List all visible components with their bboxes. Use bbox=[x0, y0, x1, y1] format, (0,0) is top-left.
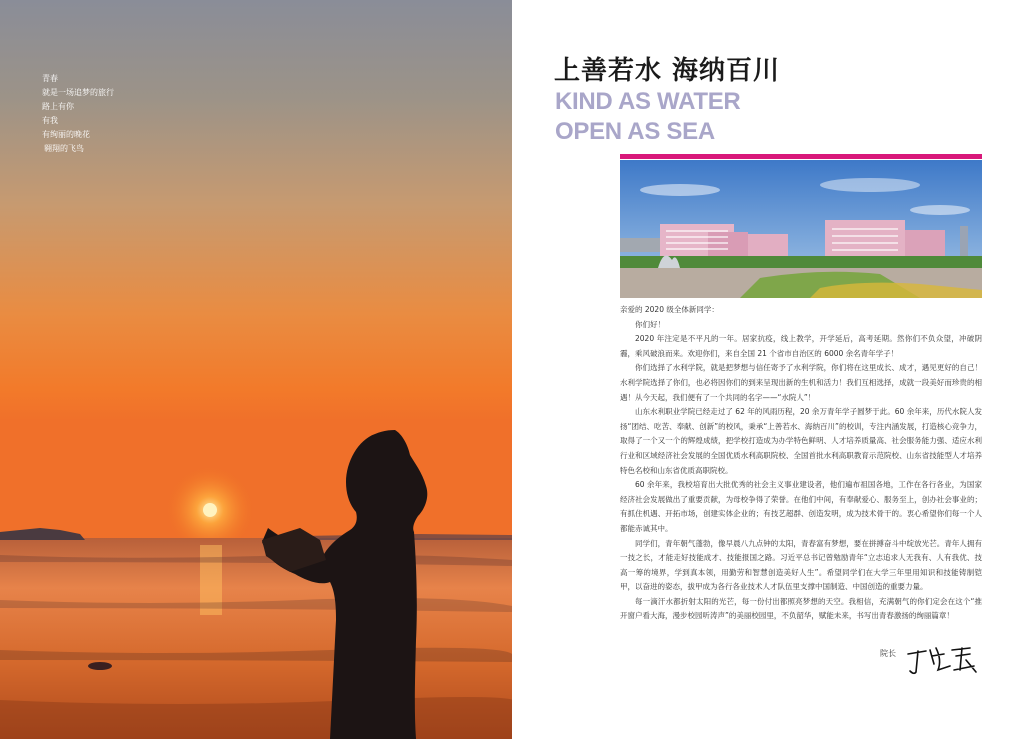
letter-page bbox=[512, 0, 1024, 739]
poem-line: 有绚丽的晚花 bbox=[42, 130, 90, 139]
letter-greeting: 你们好！ bbox=[635, 319, 665, 329]
letter-paragraph: 你们选择了水利学院，就是把梦想与信任寄予了水利学院，你们将在这里成长、成才，遇见更好的自己！水利学院选择了你们，也必将因你们的到来呈现出新的生机和活力！我们互相选择，成就一段美好而珍贵的相遇！从今天起，我们便有了一个共同的名字——“水院人”！ bbox=[620, 363, 982, 402]
poem-line: 青春 bbox=[42, 74, 58, 83]
sun bbox=[203, 503, 217, 517]
poem-line: 翱翔的飞鸟 bbox=[44, 144, 84, 153]
handwritten-signature bbox=[904, 642, 984, 676]
poem-line: 有我 bbox=[42, 116, 58, 125]
letter-salutation: 亲爱的 2020 级全体新同学： bbox=[620, 305, 719, 314]
letter-paragraph: 每一滴汗水都折射太阳的光芒，每一份付出都照亮梦想的天空。我相信，充满朝气的你们定会在这个“推开窗户看大海，漫步校园听涛声”的美丽校园里，不负韶华，赋能未来，书写出青春激扬的绚丽篇章！ bbox=[620, 596, 982, 621]
letter-paragraph: 60 余年来，我校培育出大批优秀的社会主义事业建设者，他们遍布祖国各地，工作在各行各业，为国家经济社会发展做出了重要贡献，为母校争得了荣誉。在他们中间，有奉献爱心、服务至上，创办社会事业的；有抓住机遇、开拓市场，创建实体企业的；有技艺超群、创造发明，成为技术骨干的。衷心希望你们每一个人都能赤诚其中。 bbox=[620, 480, 982, 533]
motto-title-english-line1: KIND AS WATER bbox=[555, 88, 741, 115]
motto-title-english-line2: OPEN AS SEA bbox=[555, 118, 715, 145]
signer-title: 院长 bbox=[880, 649, 896, 658]
letter-paragraph: 2020 年注定是不平凡的一年。居家抗疫，线上教学，开学延后，高考延期。然你们不负众望，冲破阴霾，乘风破浪而来。欢迎你们，来自全国 21 个省市自治区的 6000 余名青年学子！ bbox=[620, 334, 982, 358]
welcome-letter bbox=[620, 303, 982, 624]
letter-paragraph: 山东水利职业学院已经走过了 62 年的风雨历程，20 余万青年学子圆梦于此。60 余年来，历代水院人发扬“团结、吃苦、奉献、创新”的校风，秉承“上善若水、海纳百川”的校训，专注内涵发展，打造核心竞争力，取得了一个又一个的辉煌成绩，把学校打造成为办学特色鲜明、人才培养质量高、社会服务能力强、适应水利行业和区域经济社会发展的全国优质水利高职院校、全国首批水利高职教育示范院校、山东省技能型人才培养特色名校和山东省优质高职院校。 bbox=[620, 407, 982, 475]
poem bbox=[42, 72, 114, 156]
campus-illustration bbox=[620, 160, 982, 298]
letter-paragraph: 同学们，青年朝气蓬勃，像早晨八九点钟的太阳，青春富有梦想，要在拼搏奋斗中绽放光芒。青年人拥有一技之长，才能走好技能成才、技能报国之路。习近平总书记曾勉励青年“立志追求人无我有、人有我优、技高一筹的境界，学到真本领，用勤劳和智慧创造美好人生”。希望同学们在大学三年里用知识和技能铸制铠甲，以奋进的姿态，拔甲成为各行各业技术人才队伍里支撑中国制造、中国创造的重要力量。 bbox=[620, 538, 982, 592]
poem-line: 路上有你 bbox=[42, 102, 74, 111]
accent-bar bbox=[620, 154, 982, 159]
campus-photo bbox=[620, 160, 982, 298]
rock bbox=[88, 662, 112, 670]
motto-title-chinese: 上善若水 海纳百川 bbox=[554, 56, 781, 86]
poem-line: 就是一场追梦的旅行 bbox=[42, 88, 114, 97]
